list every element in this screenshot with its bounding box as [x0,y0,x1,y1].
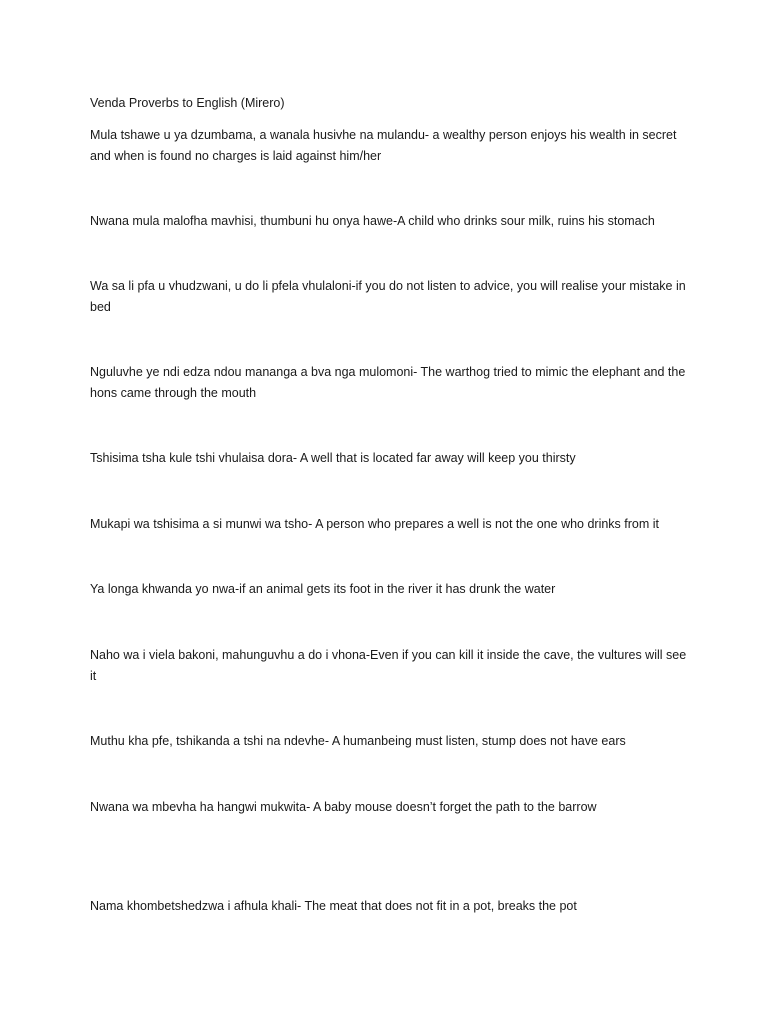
proverb-entry: Naho wa i viela bakoni, mahunguvhu a do i vhona-Even if you can kill it inside the cave, the vultures will see it [90,648,687,683]
proverb-entry: Tshisima tsha kule tshi vhulaisa dora- A well that is located far away will keep you thirsty [90,451,576,465]
proverb-entry: Wa sa li pfa u vhudzwani, u do li pfela vhulaloni-if you do not listen to advice, you will realise your mistake in bed [90,279,686,314]
page-title: Venda Proverbs to English (Mirero) [90,96,285,110]
proverb-entry: Nama khombetshedzwa i afhula khali- The meat that does not fit in a pot, breaks the pot [90,899,577,913]
proverb-entry: Muthu kha pfe, tshikanda a tshi na ndevhe- A humanbeing must listen, stump does not have ears [90,734,626,748]
proverb-entry: Ya longa khwanda yo nwa-if an animal gets its foot in the river it has drunk the water [90,582,556,596]
proverb-entry: Mula tshawe u ya dzumbama, a wanala husivhe na mulandu- a wealthy person enjoys his wealth in secret and when is found no charges is laid against him/her [90,128,677,163]
proverb-entry: Nguluvhe ye ndi edza ndou mananga a bva nga mulomoni- The warthog tried to mimic the elephant and the hons came through the mouth [90,365,686,400]
proverb-entry: Nwana mula malofha mavhisi, thumbuni hu onya hawe-A child who drinks sour milk, ruins his stomach [90,214,655,228]
proverb-entry: Nwana wa mbevha ha hangwi mukwita- A baby mouse doesn’t forget the path to the barrow [90,800,597,814]
proverb-entry: Mukapi wa tshisima a si munwi wa tsho- A person who prepares a well is not the one who drinks from it [90,517,660,531]
